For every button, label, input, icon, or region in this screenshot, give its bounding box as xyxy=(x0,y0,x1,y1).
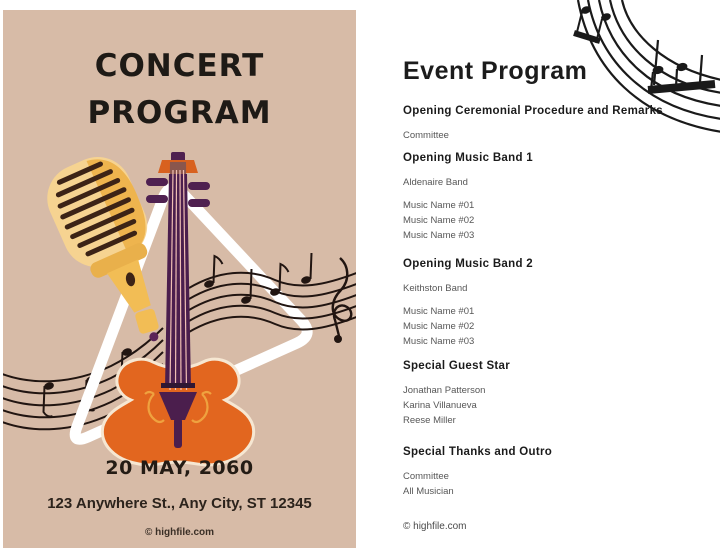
program-section xyxy=(403,446,693,499)
program-section xyxy=(403,258,693,349)
cover-title-line2: PROGRAM xyxy=(87,95,272,131)
page-title: Event Program xyxy=(403,57,588,85)
cover-title-line1: CONCERT xyxy=(94,48,265,84)
section-title: Opening Music Band 2 xyxy=(403,258,533,270)
song-name: Music Name #02 xyxy=(403,215,475,226)
program-page xyxy=(356,0,720,556)
program-section xyxy=(403,152,693,243)
event-date: 20 MAY, 2060 xyxy=(105,457,254,479)
cover-page xyxy=(3,10,356,548)
section-title: Special Guest Star xyxy=(403,360,511,372)
song-name: Music Name #03 xyxy=(403,230,475,241)
copyright-right: © highfile.com xyxy=(403,521,467,532)
song-name: Music Name #01 xyxy=(403,306,475,317)
section-line: All Musician xyxy=(403,486,454,497)
event-address: 123 Anywhere St., Any City, ST 12345 xyxy=(47,495,312,512)
section-line: Committee xyxy=(403,471,449,482)
guest-name: Jonathan Patterson xyxy=(403,385,486,396)
concert-illustration xyxy=(3,140,356,470)
song-name: Music Name #01 xyxy=(403,200,475,211)
program-section xyxy=(403,105,693,143)
band-name: Keithston Band xyxy=(403,283,468,294)
band-name: Aldenaire Band xyxy=(403,177,468,188)
copyright-left: © highfile.com xyxy=(144,527,215,538)
section-line: Committee xyxy=(403,130,449,141)
section-title: Opening Music Band 1 xyxy=(403,152,533,164)
section-title: Special Thanks and Outro xyxy=(403,446,553,458)
guest-name: Karina Villanueva xyxy=(403,400,477,411)
program-section xyxy=(403,360,693,428)
song-name: Music Name #03 xyxy=(403,336,475,347)
section-title: Opening Ceremonial Procedure and Remarks xyxy=(403,105,663,117)
song-name: Music Name #02 xyxy=(403,321,475,332)
cover-title xyxy=(3,43,356,137)
guest-name: Reese Miller xyxy=(403,415,456,426)
